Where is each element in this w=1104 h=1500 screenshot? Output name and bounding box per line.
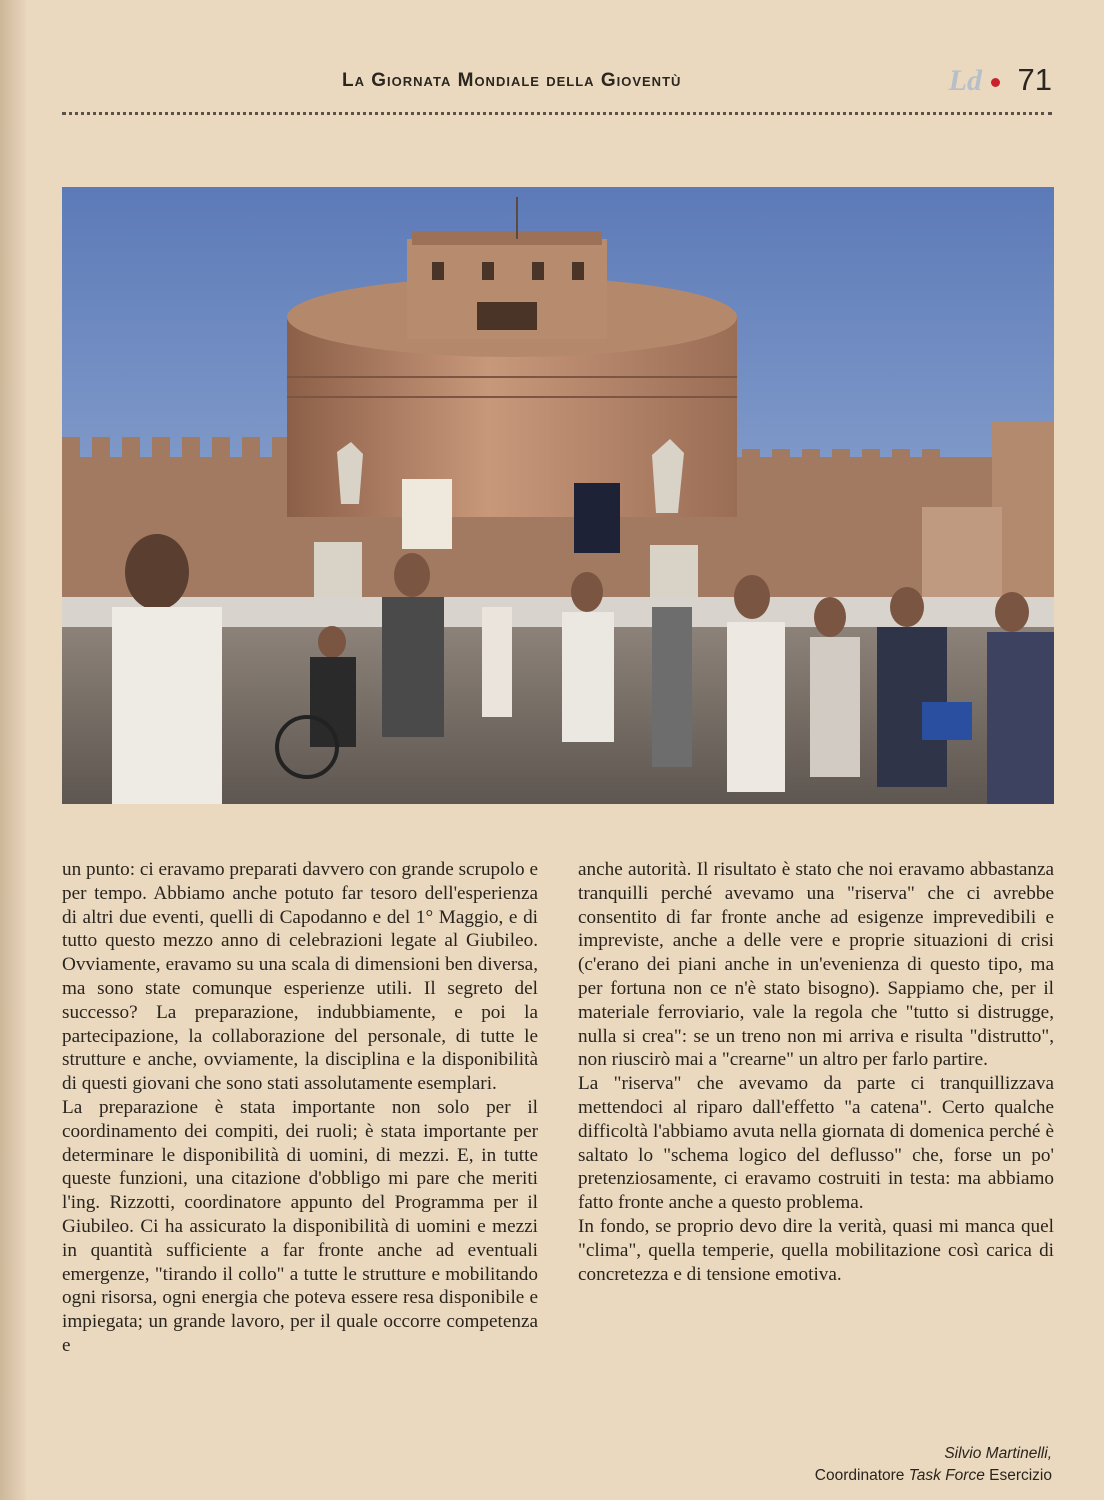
dotted-divider [62, 112, 1052, 115]
role-prefix: Coordinatore [814, 1467, 909, 1484]
castle-photo [62, 187, 1054, 804]
paragraph: La preparazione è stata importante non solo per il coordinamento dei compiti, dei ruoli; è stata importante per determinare le disponibilità di uomini, di mezzi. E, in tutte queste funzioni, una citazione d'obbligo mi pare che meriti l'ing. Rizzotti, coordinatore appunto del Programma per il Giubileo. Ci ha assicurato la disponibilità di uomini e mezzi in quantità sufficiente a far fronte anche ad eventuali emergenze, "tirando il collo" a tutte le strutture e mobilitando ogni risorsa, ogni energia che poteva essere resa disponibile e impiegata; un grande lavoro, per il quale occorre competenza e [62, 1096, 538, 1356]
author-role [815, 1465, 1052, 1487]
page-edge [0, 0, 26, 1500]
role-suffix: Esercizio [984, 1467, 1052, 1484]
page-number: 71 [1017, 62, 1052, 97]
author-name: Silvio Martinelli, [944, 1445, 1052, 1462]
text-column-right [578, 858, 1054, 1286]
running-header [62, 60, 1052, 108]
paragraph: anche autorità. Il risultato è stato che noi eravamo abbastanza tranquilli perché avevamo una "riserva" che ci avrebbe consentito di far fronte anche ad esigenze imprevedibili e impreviste, anche a delle vere e proprie situazioni di crisi (c'erano dei piani anche in un'evenienza di questo tipo, ma per fortuna non ce n'è stato bisogno). Sappiamo che, per il materiale ferroviario, vale la regola che "tutto si distrugge, nulla si crea": se un treno non mi arriva e risulta "distrutto", non riuscirò mai a "crearne" un altro per farlo partire. [578, 859, 1054, 1071]
paragraph: La "riserva" che avevamo da parte ci tranquillizzava mettendoci al riparo dall'effetto "a catena". Certo qualche difficoltà l'abbiamo avuta nella giornata di domenica perché è saltato lo "schema logico del deflusso" che, forse un po' pretenziosamente, ci eravamo costruiti in testa: ma abbiamo fatto fronte anche a questo problema. [578, 1073, 1054, 1214]
paragraph: un punto: ci eravamo preparati davvero con grande scrupolo e per tempo. Abbiamo anche potuto far tesoro dell'esperienza di altri due eventi, quelli di Capodanno e del 1° Maggio, e di tutto questo mezzo anno di celebrazioni legate al Giubileo. Ovviamente, eravamo su una scala di dimensioni ben diversa, ma sono state comunque esperienze utili. Il segreto del successo? La preparazione, indubbiamente, e poi la partecipazione, la collaborazione del personale, di tutte le strutture e anche, ovviamente, la disciplina e la disponibilità di questi giovani che sono stati assolutamente esemplari. [62, 859, 538, 1095]
role-italic: Task Force [908, 1467, 985, 1484]
magazine-logo: Ld [948, 64, 982, 97]
header-title: La Giornata Mondiale della Gioventù [342, 70, 682, 91]
paragraph: In fondo, se proprio devo dire la verità, quasi mi manca quel "clima", quella temperie, quella mobilitazione così carica di concretezza e di tensione emotiva. [578, 1215, 1054, 1285]
signature-block [815, 1443, 1052, 1487]
text-column-left [62, 858, 538, 1358]
red-dot-icon [991, 78, 1000, 87]
